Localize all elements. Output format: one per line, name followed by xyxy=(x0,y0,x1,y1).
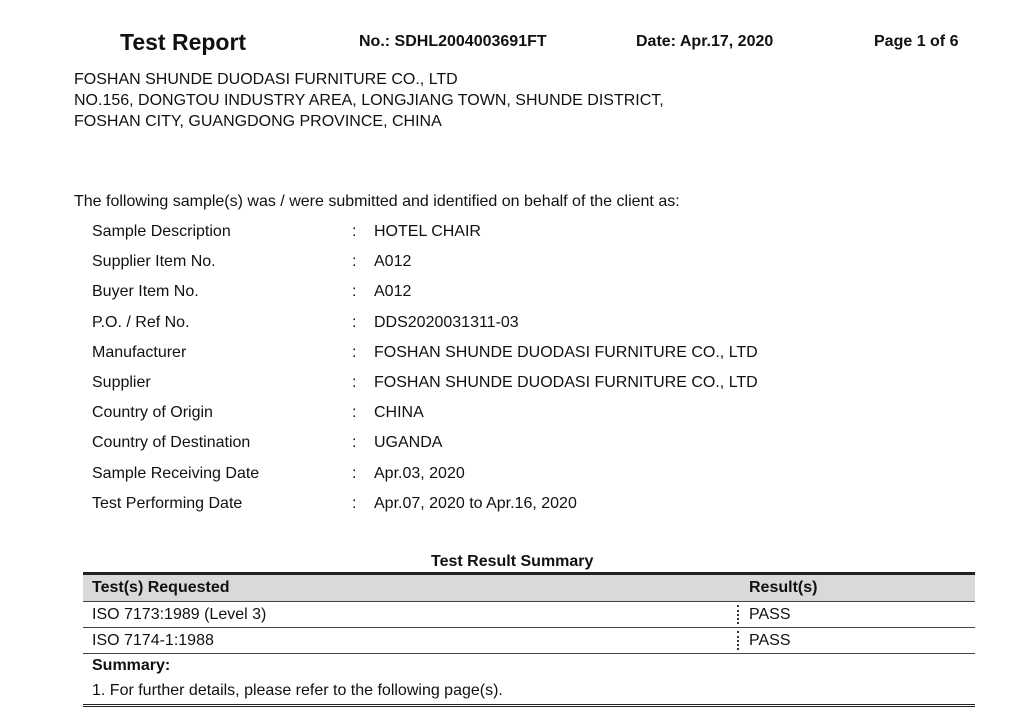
field-value: Apr.03, 2020 xyxy=(374,464,465,482)
report-date: Date: Apr.17, 2020 xyxy=(636,33,774,50)
column-divider xyxy=(737,631,739,650)
client-address-line: NO.156, DONGTOU INDUSTRY AREA, LONGJIANG TOWN, SHUNDE DISTRICT, xyxy=(74,92,664,109)
field-row xyxy=(92,344,992,364)
field-colon: : xyxy=(352,494,357,512)
field-value: UGANDA xyxy=(374,434,443,452)
field-label: Country of Origin xyxy=(92,404,213,422)
field-row xyxy=(92,465,992,485)
table-row xyxy=(83,628,975,654)
table-row xyxy=(83,602,975,628)
field-value: Apr.07, 2020 to Apr.16, 2020 xyxy=(374,494,577,512)
header-tests: Test(s) Requested xyxy=(92,579,230,596)
field-colon: : xyxy=(352,343,357,361)
field-colon: : xyxy=(352,374,357,391)
client-name: FOSHAN SHUNDE DUODASI FURNITURE CO., LTD xyxy=(74,71,458,88)
field-colon: : xyxy=(352,464,357,482)
field-label: Test Performing Date xyxy=(92,494,243,512)
report-number: No.: SDHL2004003691FT xyxy=(359,33,547,50)
field-value: DDS2020031311-03 xyxy=(374,313,519,331)
field-label: P.O. / Ref No. xyxy=(92,313,190,331)
field-value: FOSHAN SHUNDE DUODASI FURNITURE CO., LTD xyxy=(374,343,758,361)
field-label: Sample Receiving Date xyxy=(92,464,260,482)
field-row xyxy=(92,374,992,394)
header-results: Result(s) xyxy=(749,579,818,596)
client-address-line: FOSHAN CITY, GUANGDONG PROVINCE, CHINA xyxy=(74,113,442,130)
field-value: A012 xyxy=(374,253,412,271)
field-label: Manufacturer xyxy=(92,343,187,361)
field-colon: : xyxy=(352,283,357,301)
field-value: HOTEL CHAIR xyxy=(374,223,481,240)
field-value: A012 xyxy=(374,283,412,301)
test-name: ISO 7173:1989 (Level 3) xyxy=(92,606,267,623)
summary-label: Summary: xyxy=(92,657,171,674)
field-row xyxy=(92,495,992,515)
field-label: Supplier xyxy=(92,374,151,391)
test-name: ISO 7174-1:1988 xyxy=(92,632,214,649)
field-row xyxy=(92,314,992,334)
test-result: PASS xyxy=(749,606,791,623)
field-label: Buyer Item No. xyxy=(92,283,199,301)
field-colon: : xyxy=(352,434,357,452)
field-row xyxy=(92,223,992,243)
summary-table-title: Test Result Summary xyxy=(431,553,594,570)
page-number: Page 1 of 6 xyxy=(874,33,959,50)
field-value: FOSHAN SHUNDE DUODASI FURNITURE CO., LTD xyxy=(374,374,758,391)
field-value: CHINA xyxy=(374,404,424,422)
intro-text: The following sample(s) was / were submitted and identified on behalf of the client as: xyxy=(74,193,680,210)
field-label: Country of Destination xyxy=(92,434,251,452)
field-row xyxy=(92,434,992,454)
summary-item: 1. For further details, please refer to the following page(s). xyxy=(92,682,503,699)
field-row xyxy=(92,283,992,303)
field-colon: : xyxy=(352,223,357,240)
summary-table xyxy=(83,572,975,707)
column-divider xyxy=(737,605,739,624)
table-header xyxy=(83,572,975,602)
field-label: Sample Description xyxy=(92,223,231,240)
field-colon: : xyxy=(352,253,357,271)
field-row xyxy=(92,404,992,424)
summary-section xyxy=(83,654,975,707)
report-title: Test Report xyxy=(120,29,247,55)
field-colon: : xyxy=(352,313,357,331)
test-result: PASS xyxy=(749,632,791,649)
field-row xyxy=(92,253,992,273)
field-colon: : xyxy=(352,404,357,422)
field-label: Supplier Item No. xyxy=(92,253,216,271)
